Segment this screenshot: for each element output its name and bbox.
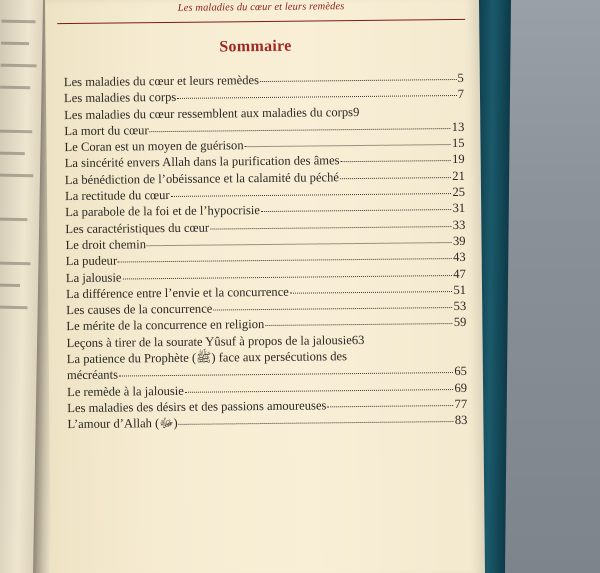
toc-entry-title: Les maladies du corps	[63, 90, 177, 106]
page-title: Sommaire	[219, 37, 292, 56]
dot-leader	[119, 361, 453, 377]
toc-entry-title: Les caractéristiques du cœur	[65, 220, 210, 236]
toc-entry-page: 21	[452, 168, 465, 183]
dot-leader	[327, 394, 453, 407]
toc-entry-title: La parabole de la foi et de l’hypocrisie	[65, 203, 261, 220]
facing-page-text	[1, 20, 35, 24]
dot-leader	[261, 198, 452, 212]
toc-entry-title: La sincérité envers Allah dans la purification des âmes	[64, 153, 340, 171]
dot-leader	[122, 264, 452, 279]
toc-entry-title: mécréants	[66, 367, 119, 383]
header-rule	[57, 19, 465, 24]
toc-entry-page: 9	[352, 104, 360, 119]
facing-page-text	[0, 130, 32, 134]
toc-entry-title: Les maladies du cœur ressemblent aux maladies du corps	[64, 104, 354, 122]
toc-entry-page: 13	[451, 119, 465, 134]
dot-leader	[170, 182, 451, 197]
facing-page-text	[0, 262, 30, 266]
dot-leader	[340, 150, 451, 163]
toc-entry-page: 43	[453, 250, 466, 265]
toc-entry-title: La pudeur	[65, 253, 118, 269]
dot-leader	[177, 84, 457, 99]
toc-entry-title: La bénédiction de l’obéissance et la calamité du péché	[64, 170, 340, 187]
toc-entry-page: 83	[454, 413, 468, 428]
toc-entry-title: Les maladies des désirs et des passions amoureuses	[67, 398, 327, 416]
toc-entry-page: 53	[453, 299, 467, 314]
toc-entry-title: La jalousie	[65, 270, 122, 285]
toc-entry-page: 63	[351, 332, 365, 347]
toc-entry-page: 51	[453, 282, 467, 297]
dot-leader	[147, 231, 452, 246]
toc-entry-title: La patience du Prophète (ﷺ) face aux persécutions des	[66, 349, 348, 367]
dot-leader	[290, 280, 453, 294]
toc-entry-title: La rectitude du cœur	[64, 188, 170, 204]
toc-entry-page: 59	[453, 315, 467, 330]
toc-entry-title: Leçons à tirer de la sourate Yûsuf à propos de la jalousie	[66, 332, 352, 350]
toc-entry-title: Le Coran est un moyen de guérison	[64, 138, 244, 155]
toc-entry-title: Le droit chemin	[65, 237, 147, 253]
toc-entry-page: 33	[452, 217, 466, 232]
toc-entry-page: 5	[457, 70, 464, 85]
toc-entry-title: La différence entre l’envie et la concurrence	[65, 284, 289, 301]
contents-page	[45, 0, 485, 573]
facing-page-text	[0, 152, 25, 156]
facing-page-text	[0, 86, 30, 90]
dot-leader	[185, 378, 454, 393]
toc-entry-title: Les causes de la concurrence	[66, 301, 213, 318]
dot-leader	[265, 312, 453, 326]
dot-leader	[210, 215, 452, 230]
dot-leader	[213, 296, 452, 311]
dot-leader	[340, 166, 451, 179]
dot-leader	[150, 117, 451, 132]
toc-entry-page: 47	[453, 266, 466, 281]
facing-page-text	[0, 284, 20, 288]
toc-entry-title: Le mérite de la concurrence en religion	[66, 317, 265, 334]
dot-leader	[179, 410, 454, 425]
toc-entry-page: 19	[451, 152, 465, 167]
facing-page-text	[0, 218, 27, 222]
toc-entry-title: La mort du cœur	[64, 123, 149, 138]
table-of-contents	[64, 70, 468, 433]
toc-entry-title: L’amour d’Allah (ﷻ)	[67, 416, 178, 432]
dot-leader	[118, 247, 452, 262]
facing-page-text	[0, 174, 33, 178]
toc-entry-title: Le remède à la jalousie	[67, 383, 184, 399]
facing-page-text	[1, 42, 29, 46]
facing-page-text	[0, 306, 28, 310]
facing-page-text	[1, 64, 37, 68]
toc-entry-title: Les maladies du cœur et leurs remèdes	[63, 73, 260, 90]
dot-leader	[244, 133, 450, 147]
toc-entry	[67, 412, 467, 432]
toc-entry-page: 7	[457, 87, 465, 102]
toc-entry-page: 69	[454, 380, 468, 395]
toc-entry-page: 65	[454, 364, 467, 379]
toc-entry-page: 15	[451, 136, 465, 151]
toc-entry-page: 77	[454, 396, 468, 411]
running-header: Les maladies du cœur et leurs remèdes	[177, 1, 345, 14]
dot-leader	[260, 68, 457, 82]
toc-entry-page: 31	[452, 201, 466, 216]
toc-entry-page: 39	[452, 233, 466, 248]
toc-entry-page: 25	[452, 184, 466, 200]
